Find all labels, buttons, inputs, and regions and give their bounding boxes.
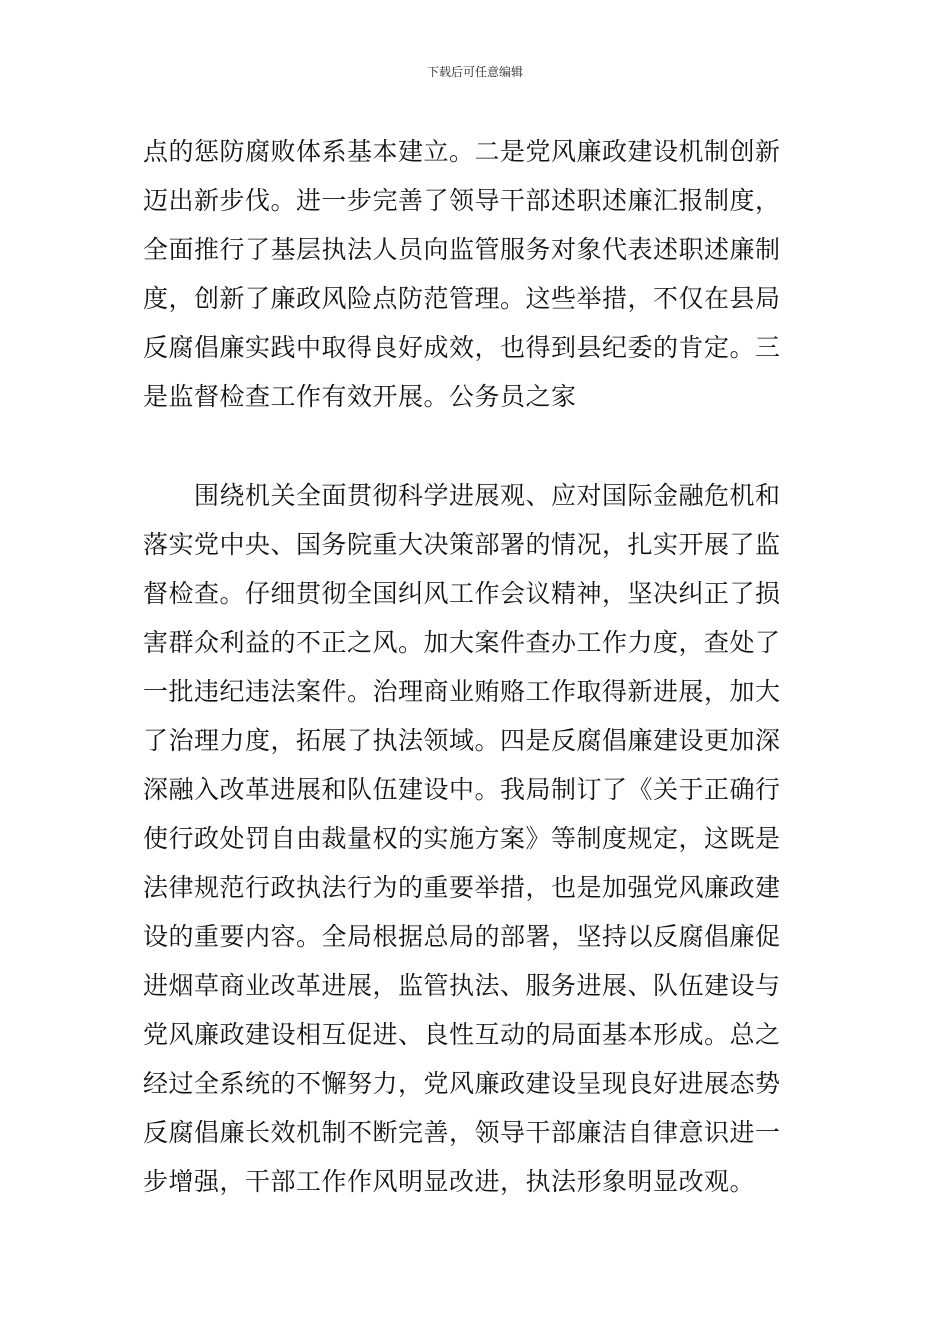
paragraph-line: 点的惩防腐败体系基本建立。二是党风廉政建设机制创新 [143, 137, 781, 166]
paragraph-line: 一批违纪违法案件。治理商业贿赂工作取得新进展，加大 [143, 677, 781, 706]
paragraph-line: 了治理力度，拓展了执法领域。四是反腐倡廉建设更加深 [143, 726, 781, 755]
paragraph-line: 是监督检查工作有效开展。公务员之家 [143, 382, 577, 411]
page-header: 下载后可任意编辑 [426, 65, 523, 79]
paragraph-line: 落实党中央、国务院重大决策部署的情况，扎实开展了监 [143, 530, 781, 559]
paragraph-line: 党风廉政建设相互促进、良性互动的局面基本形成。总之 [143, 1020, 781, 1049]
paragraph-line: 步增强，干部工作作风明显改进，执法形象明显改观。 [143, 1167, 756, 1196]
paragraph-1 [143, 127, 808, 421]
paragraph-line: 度，创新了廉政风险点防范管理。这些举措，不仅在县局 [143, 284, 781, 313]
paragraph-line: 害群众利益的不正之风。加大案件查办工作力度，查处了 [143, 628, 781, 657]
paragraph-line: 迈出新步伐。进一步完善了领导干部述职述廉汇报制度， [143, 186, 781, 215]
paragraph-line: 深融入改革进展和队伍建设中。我局制订了《关于正确行 [143, 775, 781, 804]
paragraph-line: 全面推行了基层执法人员向监管服务对象代表述职述廉制 [143, 235, 781, 264]
paragraph-line: 督检查。仔细贯彻全国纠风工作会议精神，坚决纠正了损 [143, 579, 781, 608]
paragraph-line: 反腐倡廉长效机制不断完善，领导干部廉洁自律意识进一 [143, 1118, 781, 1147]
paragraph-line: 经过全系统的不懈努力，党风廉政建设呈现良好进展态势 [143, 1069, 781, 1098]
paragraph-line: 使行政处罚自由裁量权的实施方案》等制度规定，这既是 [143, 824, 781, 853]
paragraph-line: 进烟草商业改革进展，监管执法、服务进展、队伍建设与 [143, 971, 781, 1000]
paragraph-line: 反腐倡廉实践中取得良好成效，也得到县纪委的肯定。三 [143, 333, 781, 362]
paragraph-2 [143, 471, 808, 1206]
paragraph-line: 围绕机关全面贯彻科学进展观、应对国际金融危机和 [143, 481, 781, 510]
paragraph-line: 设的重要内容。全局根据总局的部署，坚持以反腐倡廉促 [143, 922, 781, 951]
paragraph-line: 法律规范行政执法行为的重要举措，也是加强党风廉政建 [143, 873, 781, 902]
